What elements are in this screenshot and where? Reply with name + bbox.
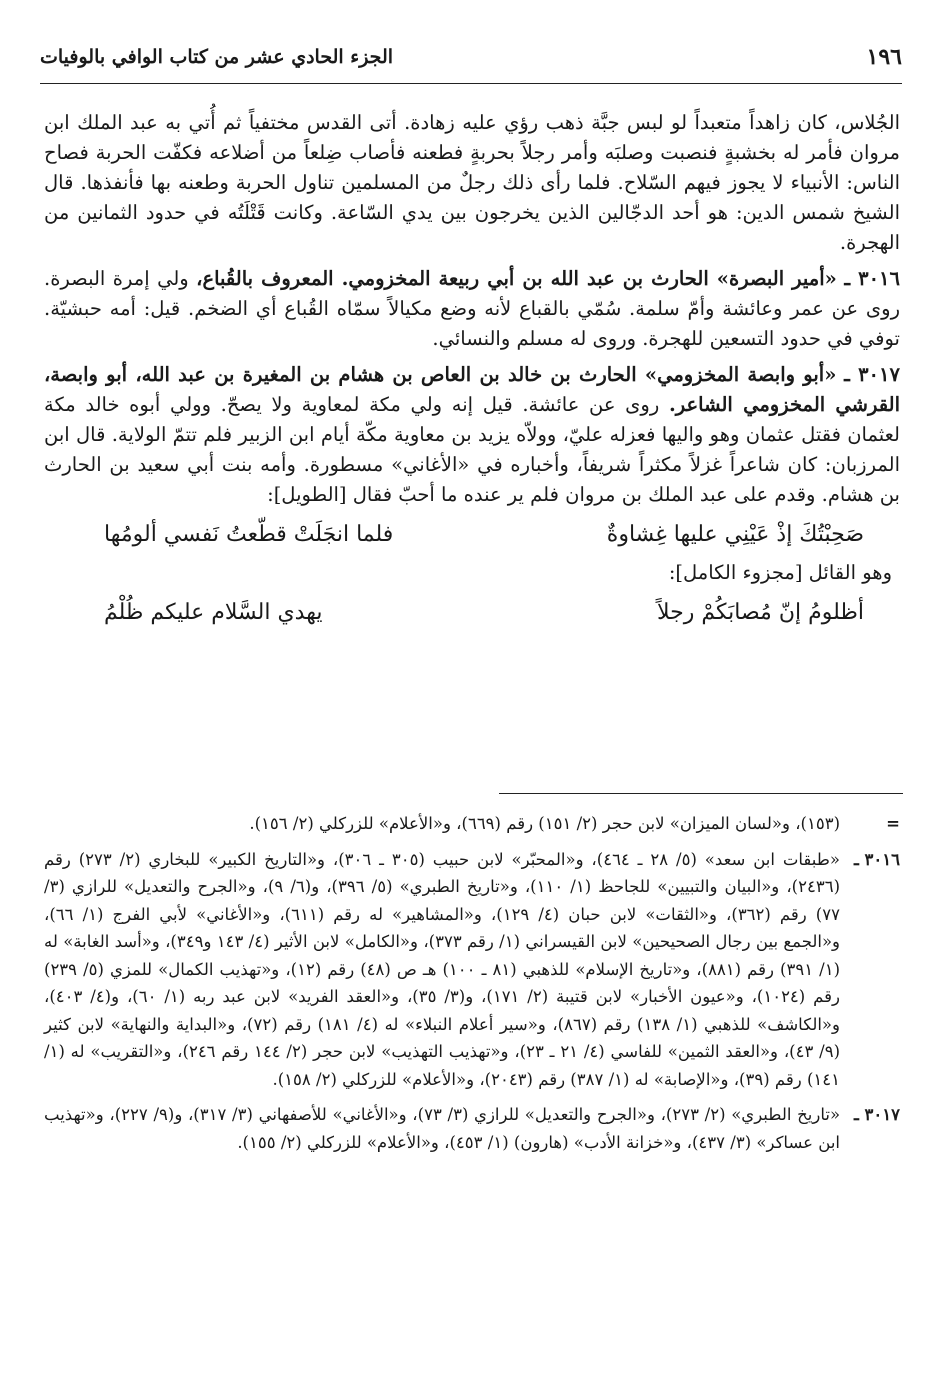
running-head: الجزء الحادي عشر من كتاب الوافي بالوفيات [40,46,394,68]
footnote-label: = [886,814,900,833]
verse-intro: وهو القائل [مجزوء الكامل]: [668,561,892,584]
entry-body: ولي إمرة البصرة. روى عن عمر وعائشة وأمّ سلمة. سُمّي بالقباع لأنه وضع مكيالاً سمّاه القُباع أي الضخم. قيل: أمه حبشيّة. توفي في حدود التسعين للهجرة. وروى له مسلم والنسائي. [44,267,900,350]
entry-heading: «أبو وابصة المخزومي» الحارث بن خالد بن العاص بن هشام بن المغيرة بن عبد الله، أبو وابصة، القرشي المخزومي الشاعر. [44,363,900,416]
footnote-divider [499,793,903,794]
footnote-text: «طبقات ابن سعد» (٥/ ٢٨ ـ ٤٦٤)، و«المحبّر» لابن حبيب (٣٠٥ ـ ٣٠٦)، و«التاريخ الكبير» للبخاري (٢/ ٢٧٣) رقم (٢٤٣٦)، و«البيان والتبيين» للجاحظ (١/ ١١٠)، و«تاريخ الطبري» (٥/ ٣٩٦)، و(٦/ ٩)، و«الجرح والتعديل» للرازي (٣/ ٧٧) رقم (٣٦٢)، و«الثقات» لابن حبان (٤/ ١٢٩)، و«المشاهير» له رقم (٦١١)، و«الأغاني» لأبي الفرج (١/ ٦٦)، و«الجمع بين رجال الصحيحين» لابن القيسراني (١/ رقم ٣٧٣)، و«الكامل» لابن الأثير (٤/ ١٤٣ و٣٤٩)، و«أسد الغابة» له (١/ ٣٩١) رقم (٨٨١)، و«تاريخ الإسلام» للذهبي (٨١ ـ ١٠٠) هـ ص (٤٨) رقم (١٢)، و«تهذيب الكمال» للمزي (٥/ ٢٣٩) رقم (١٠٢٤)، و«عيون الأخبار» لابن قتيبة (٢/ ١٧١)، و(٣/ ٣٥)، و«العقد الفريد» لابن عبد ربه (١/ ٦٠)، و(٤/ ٤٠٣)، و«الكاشف» للذهبي (١/ ١٣٨) رقم (٨٦٧)، و«سير أعلام النبلاء» له (٤/ ١٨١) رقم (٧٢)، و«البداية والنهاية» لابن كثير (٩/ ٤٣)، و«العقد الثمين» للفاسي (٤/ ٢١ ـ ٢٣)، و«تهذيب التهذيب» لابن حجر (٢/ ١٤٤ رقم ٢٤٦)، و«التقريب» له (١/ ١٤١) رقم (٣٩)، و«الإصابة» له (١/ ٣٨٧) رقم (٢٠٤٣)، و«الأعلام» للزركلي (٢/ ١٥٨). [44,849,841,1089]
footnotes [44,810,900,1156]
main-text [44,108,900,636]
poem-verse [104,518,864,552]
verse-first-hemistich: أظلومُ إنّ مُصابَكُمْ رجلاً [657,600,864,625]
entry-body: روى عن عائشة. قيل إنه ولي مكة لمعاوية ولا يصحّ. وولي أبوه خالد مكة لعثمان فقتل عثمان وهو واليها فعزله عليّ، وولاّه يزيد بن معاوية مكّة أيام ابن الزبير فلم تتمّ الولاية. قال ابن المرزبان: كان شاعراً غزلاً مكثراً شريفاً، وأخباره في «الأغاني» مسطورة. وأمه بنت أبي سعيد بن الحارث بن هشام. وقدم على عبد الملك بن مروان فلم ير عنده ما أحبّ فقال [الطويل]: [44,393,900,506]
footnote-text: «تاريخ الطبري» (٢/ ٢٧٣)، و«الجرح والتعديل» للرازي (٣/ ٧٣)، و«الأغاني» للأصفهاني (٣/ ٣١٧)، و(٩/ ٢٢٧)، و«تهذيب ابن عساكر» (٣/ ٤٣٧)، و«خزانة الأدب» (هارون) (١/ ٤٥٣)، و«الأعلام» للزركلي (٢/ ١٥٥). [44,1105,841,1152]
poem-verse [104,596,864,630]
entry-3016 [44,264,900,354]
verse-second-hemistich: فلما انجَلَتْ قطّعتُ نَفسي ألومُها [104,522,394,547]
footnote-label: ٣٠١٧ ـ [853,1105,900,1124]
page-number: ١٩٦ [866,44,902,70]
verse-second-hemistich: يهدي السَّلام عليكم ظُلْمُ [104,600,323,625]
verse-first-hemistich: صَحِبْتُكَ إذْ عَيْنِي عليها غِشاوةٌ [606,522,864,547]
page-header [40,42,902,76]
footnote [44,1101,900,1156]
entry-3017 [44,360,900,510]
footnote-label: ٣٠١٦ ـ [853,849,900,869]
footnote [44,846,900,1094]
header-divider [40,83,902,84]
entry-number: ٣٠١٦ ـ [844,267,900,290]
entry-heading: «أمير البصرة» الحارث بن عبد الله بن أبي ربيعة المخزومي. المعروف بالقُباع، [196,267,837,290]
entry-number: ٣٠١٧ ـ [844,363,900,386]
footnote [44,810,900,838]
continued-paragraph: الجُلاس، كان زاهداً متعبداً لو لبس جبَّة ذهب رؤي عليه زهادة. أتى القدس مختفياً ثم أُتي به عبد الملك ابن مروان فأمر له بخشبةٍ فنصبت وصلبَه وأمر رجلاً بحربةٍ فطعنه فأصاب ضِلعاً من أضلاعه فكفّت الحربة فصاح الناس: الأنبياء لا يجوز فيهم السّلاح. فلما رأى ذلك رجلٌ من المسلمين تناول الحربة وطعنه بها فأنفذها. قال الشيخ شمس الدين: هو أحد الدجّالين الذين يخرجون بين يدي السّاعة. وكانت قَتْلَتُه في حدود الثمانين من الهجرة. [44,111,900,254]
footnote-text: (١٥٣)، و«لسان الميزان» لابن حجر (٢/ ١٥١) رقم (٦٦٩)، و«الأعلام» للزركلي (٢/ ١٥٦). [249,814,840,833]
